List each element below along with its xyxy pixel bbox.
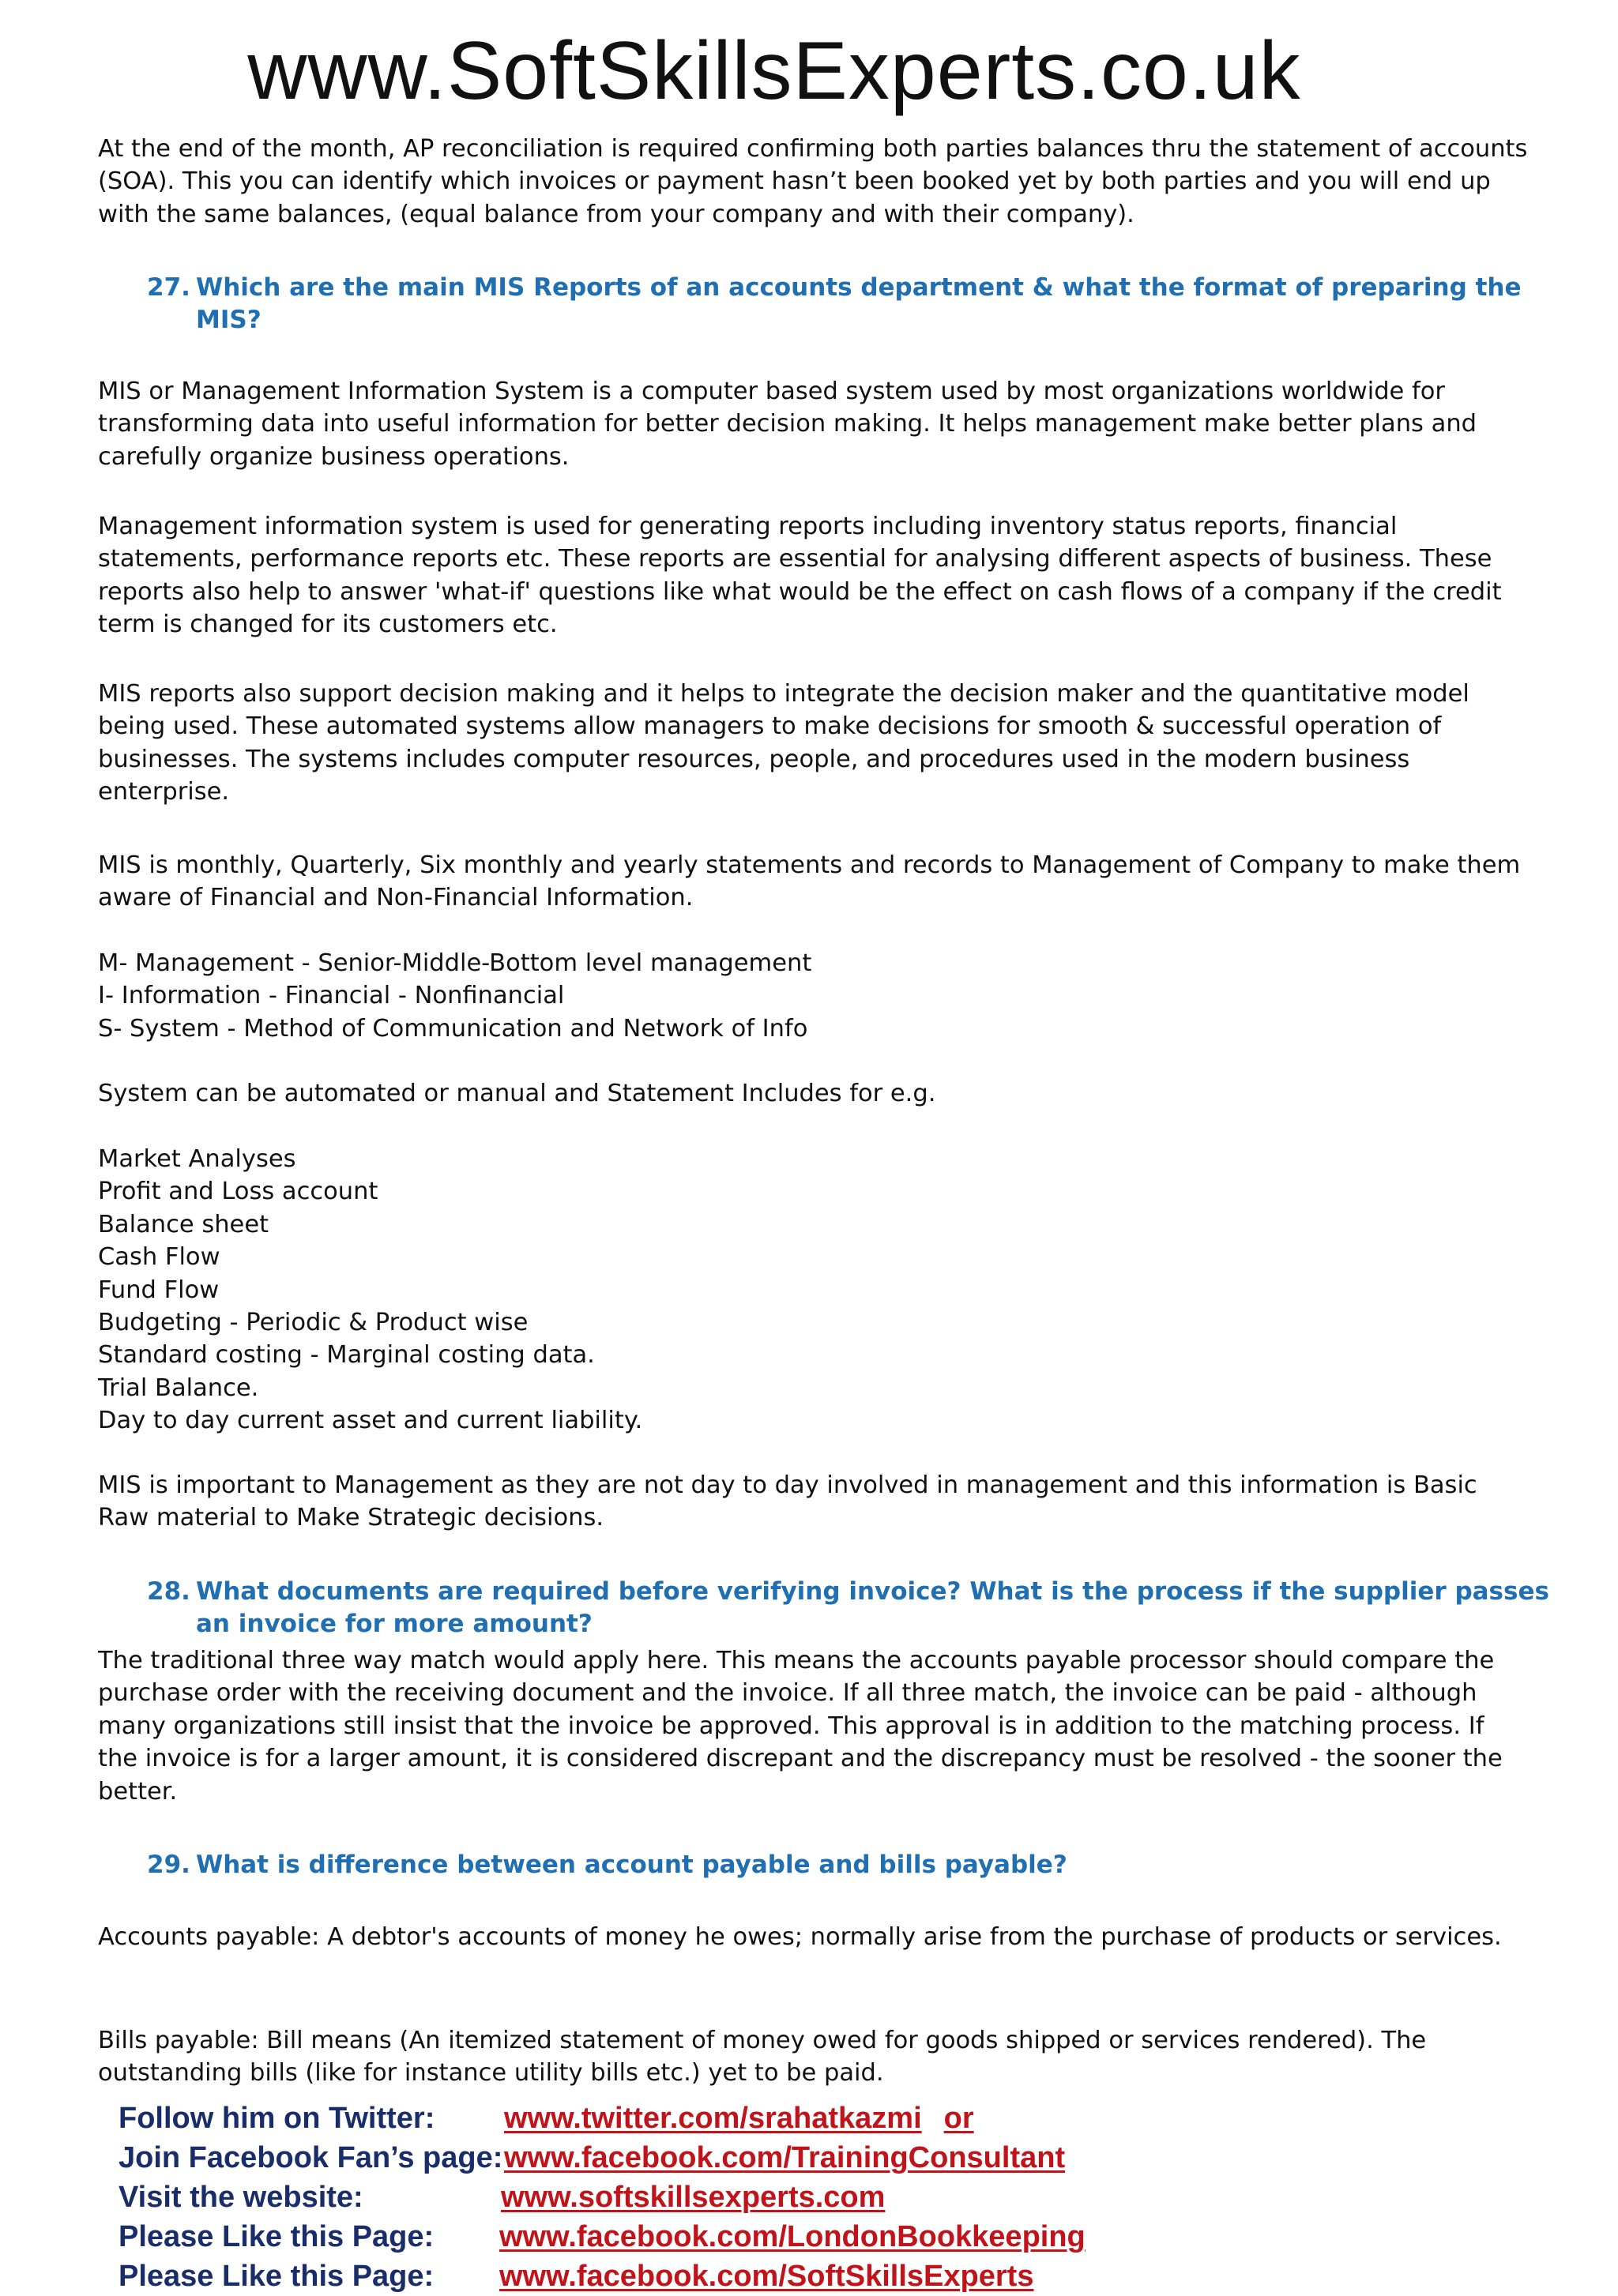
question-title: What is difference between account payable and bills payable?: [196, 1851, 1067, 1879]
list-item: Budgeting - Periodic & Product wise: [98, 1309, 529, 1337]
promo-row-facebook-fan: [119, 2138, 1541, 2178]
promo-row-twitter: [119, 2099, 1541, 2138]
twitter-link[interactable]: www.twitter.com/srahatkazmi or: [504, 2102, 974, 2135]
q27-paragraph-1: MIS or Management Information System is a computer based system used by most organizations worldwide for transforming data into useful information for better decision making. It helps management make better plans and carefully organize business operations.: [98, 378, 1477, 471]
question-27-heading: [147, 272, 1571, 337]
q29-paragraph-2: Bills payable: Bill means (An itemized statement of money owed for goods shipped or services rendered). The outstanding bills (like for instance utility bills etc.) yet to be paid.: [98, 2027, 1427, 2087]
acronym-line: I- Information - Financial - Nonfinancial: [98, 982, 565, 1010]
statement-intro: System can be automated or manual and Statement Includes for e.g.: [98, 1080, 936, 1107]
facebook-fan-link[interactable]: www.facebook.com/TrainingConsultant: [504, 2141, 1066, 2174]
promo-suffix: or: [943, 2102, 974, 2135]
question-number: 29.: [147, 1851, 190, 1879]
mis-acronym-list: [98, 947, 1528, 1045]
promo-label: Join Facebook Fan’s page:: [119, 2141, 503, 2174]
question-title: Which are the main MIS Reports of an accounts department & what the format of preparing the MIS?: [196, 273, 1522, 335]
promo-label: Please Like this Page:: [119, 2260, 435, 2293]
question-29-heading: [147, 1849, 1571, 1881]
list-item: Balance sheet: [98, 1210, 269, 1238]
site-title: www.SoftSkillsExperts.co.uk: [247, 25, 1301, 117]
list-item: Profit and Loss account: [98, 1178, 378, 1206]
q29-paragraph-1: Accounts payable: A debtor's accounts of money he owes; normally arise from the purchase of products or services.: [98, 1923, 1502, 1951]
list-item: Market Analyses: [98, 1145, 296, 1173]
list-item: Standard costing - Marginal costing data.: [98, 1341, 595, 1370]
q27-paragraph-3: MIS reports also support decision making and it helps to integrate the decision maker and the quantitative model being used. These automated systems allow managers to make decisions for smooth & successful operation of businesses. The systems includes computer resources, people, and procedures used in the modern business enterprise.: [98, 680, 1469, 806]
question-number: 28.: [147, 1577, 190, 1606]
question-title: What documents are required before verifying invoice? What is the process if the supplier passes an invoice for more amount?: [196, 1577, 1549, 1639]
q27-paragraph-4: MIS is monthly, Quarterly, Six monthly and yearly statements and records to Management of Company to make them aware of Financial and Non-Financial Information.: [98, 851, 1521, 912]
promo-links: [119, 2099, 1541, 2296]
question-number: 27.: [147, 273, 190, 302]
promo-label: Follow him on Twitter:: [119, 2102, 435, 2135]
q27-paragraph-2: Management information system is used for generating reports including inventory status reports, financial statements, performance reports etc. These reports are essential for analysing different aspects of business. These reports also help to answer 'what-if' questions like what would be the effect on cash flows of a company if the credit term is changed for its customers etc.: [98, 513, 1502, 639]
promo-label: Please Like this Page:: [119, 2220, 435, 2253]
promo-row-like-softskills: [119, 2257, 1541, 2296]
list-item: Day to day current asset and current liability.: [98, 1407, 643, 1435]
facebook-bookkeeping-link[interactable]: www.facebook.com/LondonBookkeeping: [499, 2220, 1086, 2253]
promo-row-website: [119, 2178, 1541, 2217]
acronym-line: S- System - Method of Communication and Network of Info: [98, 1014, 808, 1043]
q28-answer: The traditional three way match would apply here. This means the accounts payable processor should compare the purchase order with the receiving document and the invoice. If all three match, the invoice can be paid - although many organizations still insist that the invoice be approved. This approval is in addition to the matching process. If the invoice is for a larger amount, it is considered discrepant and the discrepancy must be resolved - the sooner the better.: [98, 1647, 1503, 1806]
question-28-heading: [147, 1576, 1571, 1641]
q27-closing: MIS is important to Management as they are not day to day involved in management and this information is Basic Raw material to Make Strategic decisions.: [98, 1471, 1477, 1532]
list-item: Fund Flow: [98, 1276, 220, 1304]
list-item: Cash Flow: [98, 1243, 220, 1272]
intro-paragraph: At the end of the month, AP reconciliation is required confirming both parties balances thru the statement of accounts (SOA). This you can identify which invoices or payment hasn’t been booked yet by both parties and you will end up with the same balances, (equal balance from your company and with their company).: [98, 135, 1528, 228]
statement-items-list: [98, 1143, 1528, 1437]
promo-label: Visit the website:: [119, 2181, 363, 2214]
facebook-softskills-link[interactable]: www.facebook.com/SoftSkillsExperts: [499, 2260, 1034, 2293]
list-item: Trial Balance.: [98, 1373, 259, 1402]
promo-row-like-bookkeeping: [119, 2217, 1541, 2257]
acronym-line: M- Management - Senior-Middle-Bottom level management: [98, 949, 812, 977]
website-link[interactable]: www.softskillsexperts.com: [501, 2181, 886, 2214]
